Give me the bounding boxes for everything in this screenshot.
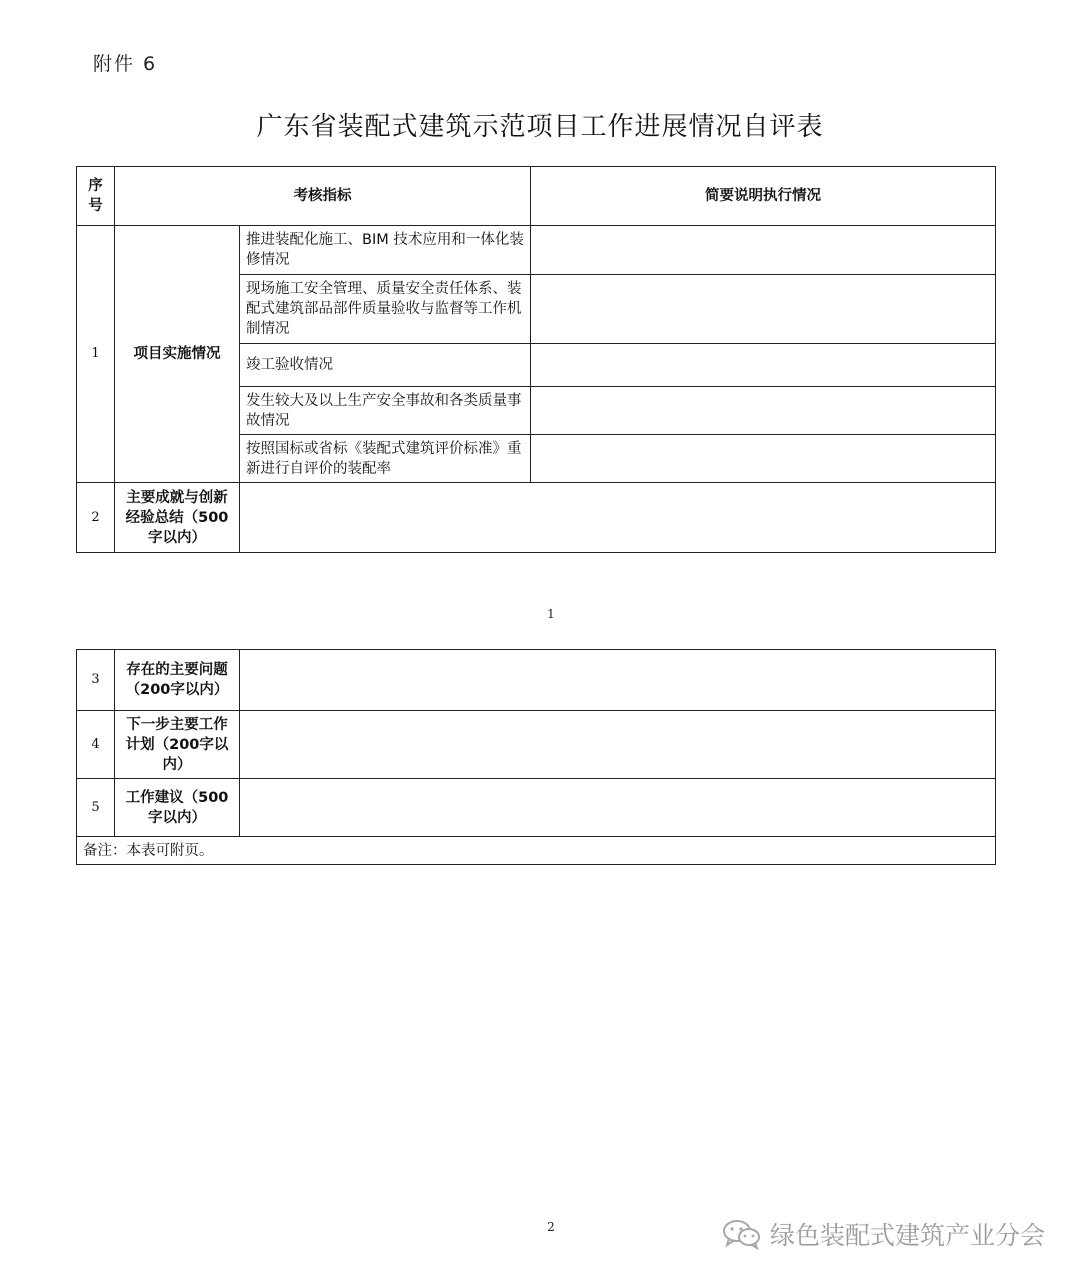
row-seq: 1 bbox=[77, 226, 115, 483]
row-category: 主要成就与创新经验总结（500字以内） bbox=[115, 483, 240, 553]
header-indicator: 考核指标 bbox=[115, 167, 531, 226]
wechat-icon bbox=[722, 1218, 762, 1250]
watermark-text: 绿色装配式建筑产业分会 bbox=[769, 1221, 1045, 1250]
table-row bbox=[77, 711, 996, 779]
description-cell[interactable] bbox=[240, 483, 996, 553]
self-evaluation-table-part1 bbox=[76, 166, 996, 553]
attachment-label: 附件 6 bbox=[93, 53, 158, 75]
table-note: 备注：本表可附页。 bbox=[77, 837, 996, 865]
indicator-item: 现场施工安全管理、质量安全责任体系、装配式建筑部品部件质量验收与监督等工作机制情况 bbox=[240, 275, 531, 344]
row-category: 项目实施情况 bbox=[115, 226, 240, 483]
description-cell[interactable] bbox=[531, 387, 996, 435]
header-seq: 序号 bbox=[77, 167, 115, 226]
page-title: 广东省装配式建筑示范项目工作进展情况自评表 bbox=[256, 112, 824, 142]
row-category: 下一步主要工作计划（200字以内） bbox=[115, 711, 240, 779]
table-row bbox=[77, 483, 996, 553]
header-description: 简要说明执行情况 bbox=[531, 167, 996, 226]
description-cell[interactable] bbox=[531, 435, 996, 483]
description-cell[interactable] bbox=[240, 650, 996, 711]
row-seq: 3 bbox=[77, 650, 115, 711]
row-category: 存在的主要问题（200字以内） bbox=[115, 650, 240, 711]
description-cell[interactable] bbox=[531, 344, 996, 387]
indicator-item: 竣工验收情况 bbox=[240, 344, 531, 387]
row-seq: 2 bbox=[77, 483, 115, 553]
watermark bbox=[722, 1216, 1045, 1252]
table-row bbox=[77, 779, 996, 837]
description-cell[interactable] bbox=[240, 711, 996, 779]
description-cell[interactable] bbox=[531, 275, 996, 344]
self-evaluation-table-part2 bbox=[76, 649, 996, 865]
description-cell[interactable] bbox=[240, 779, 996, 837]
page-number: 2 bbox=[547, 1220, 555, 1234]
description-cell[interactable] bbox=[531, 226, 996, 275]
row-seq: 4 bbox=[77, 711, 115, 779]
indicator-item: 发生较大及以上生产安全事故和各类质量事故情况 bbox=[240, 387, 531, 435]
row-seq: 5 bbox=[77, 779, 115, 837]
row-category: 工作建议（500字以内） bbox=[115, 779, 240, 837]
indicator-item: 推进装配化施工、BIM 技术应用和一体化装修情况 bbox=[240, 226, 531, 275]
page-number: 1 bbox=[547, 607, 555, 621]
table-row bbox=[77, 650, 996, 711]
note-row bbox=[77, 837, 996, 865]
table-row bbox=[77, 226, 996, 275]
table-header-row bbox=[77, 167, 996, 226]
indicator-item: 按照国标或省标《装配式建筑评价标准》重新进行自评价的装配率 bbox=[240, 435, 531, 483]
